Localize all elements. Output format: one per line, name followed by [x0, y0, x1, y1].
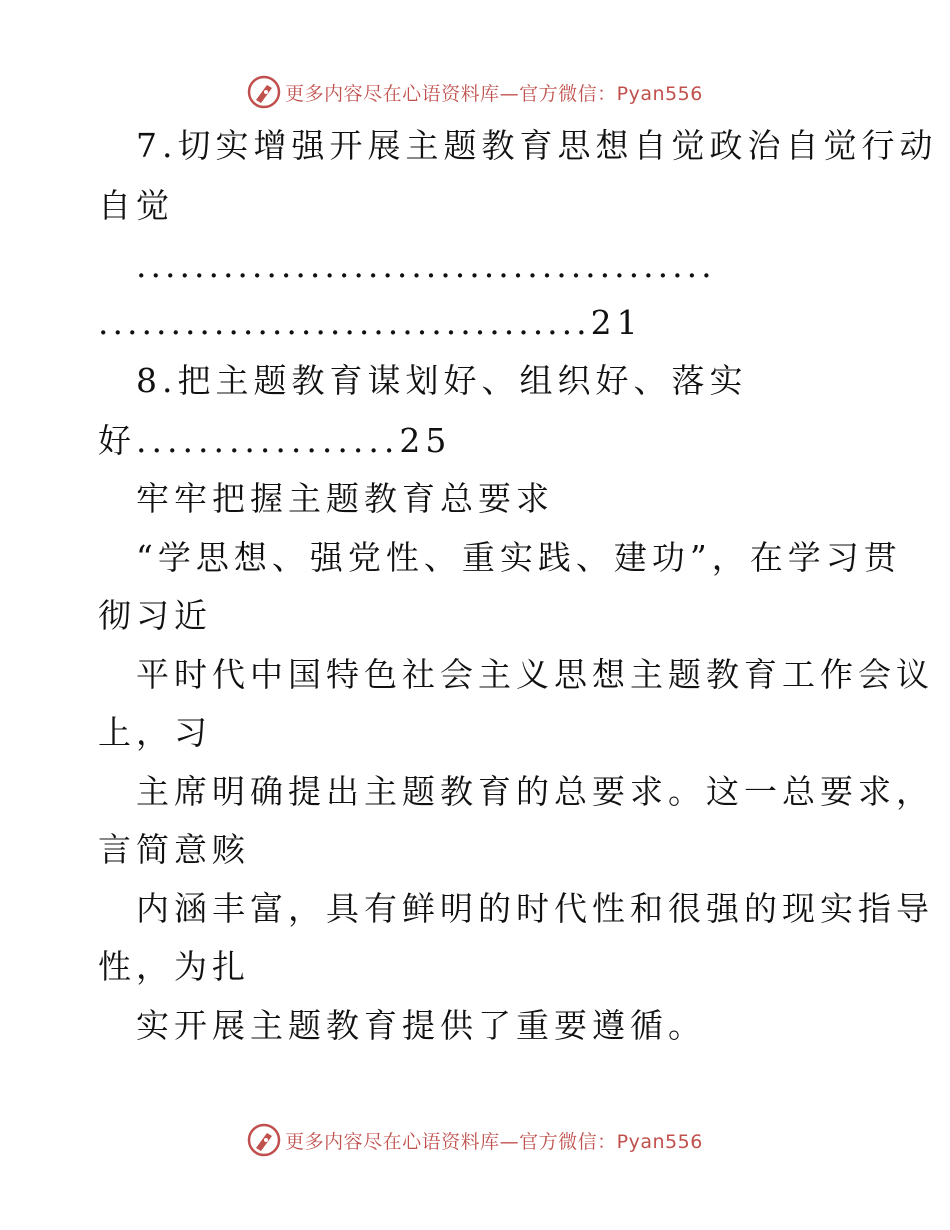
- body-line-6: 言简意赅: [98, 830, 250, 869]
- body-line-7: 内涵丰富，具有鲜明的时代性和很强的现实指导: [136, 889, 934, 928]
- toc-entry-8-title: 8.把主题教育谋划好、组织好、落实: [136, 361, 748, 400]
- toc-entry-7-page-number: 21: [590, 303, 643, 342]
- toc-entry-7-leader-dots-2: ..................................: [98, 303, 591, 342]
- toc-entry-8-line: [98, 421, 858, 461]
- pen-nib-logo-icon: [247, 75, 281, 109]
- section-heading: 牢牢把握主题教育总要求: [136, 479, 554, 518]
- body-line-5: 主席明确提出主题教育的总要求。这一总要求，: [136, 772, 934, 811]
- watermark-text: 更多内容尽在心语资料库—官方微信：Pyan556: [285, 82, 703, 105]
- footer-watermark: [0, 1120, 950, 1160]
- toc-entry-8-title-continued: 好: [98, 421, 136, 460]
- toc-entry-7-title: 7.切实增强开展主题教育思想自觉政治自觉行动: [136, 126, 938, 165]
- body-line-4: 上，习: [98, 713, 212, 752]
- toc-entry-7-leader-dots: ........................................: [136, 246, 716, 285]
- body-line-3: 平时代中国特色社会主义思想主题教育工作会议: [136, 655, 934, 694]
- pen-nib-logo-icon: [247, 1123, 281, 1157]
- toc-entry-7-leader-line: [98, 303, 858, 343]
- header-watermark: [0, 72, 950, 112]
- toc-entry-8-leader-dots: .................: [136, 421, 400, 460]
- watermark-text: 更多内容尽在心语资料库—官方微信：Pyan556: [285, 1130, 703, 1153]
- toc-entry-7-title-continued: 自觉: [98, 186, 174, 225]
- toc-entry-8-page-number: 25: [399, 421, 452, 460]
- body-line-1: “学思想、强党性、重实践、建功”，在学习贯: [136, 538, 902, 577]
- body-line-8: 性，为扎: [98, 947, 250, 986]
- body-line-9: 实开展主题教育提供了重要遵循。: [136, 1006, 706, 1045]
- body-line-2: 彻习近: [98, 596, 212, 635]
